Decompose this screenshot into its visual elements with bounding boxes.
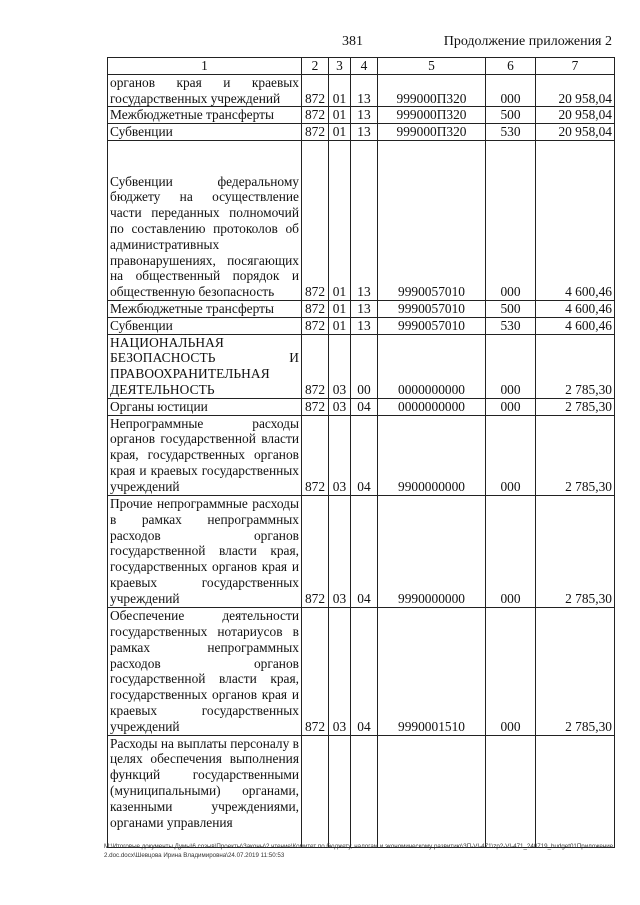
section-cell: 01: [329, 140, 351, 300]
row-name-cell: НАЦИОНАЛЬНАЯ БЕЗОПАСНОСТЬ И ПРАВООХРАНИТЕЛЬНАЯ ДЕЯТЕЛЬНОСТЬ: [108, 334, 302, 398]
expense-type-cell: 000: [486, 495, 536, 607]
row-name-cell: Обеспечение деятельности государственных нотариусов в рамках непрограммных расходов органов государственной власти края, государственных органов края и краевых государственных учреждений: [108, 607, 302, 735]
subsection-cell: 13: [351, 107, 378, 124]
target-article-cell: 9900000000: [378, 415, 486, 495]
target-article-cell: 999000П320: [378, 107, 486, 124]
subsection-cell: 13: [351, 74, 378, 107]
amount-cell: 2 785,30: [536, 334, 615, 398]
code-cell: 872: [302, 495, 329, 607]
column-header: 5: [378, 58, 486, 75]
expense-type-cell: 000: [486, 74, 536, 107]
table-row: [108, 74, 615, 107]
subsection-cell: 04: [351, 415, 378, 495]
target-article-cell: 9990057010: [378, 317, 486, 334]
code-cell: [302, 735, 329, 847]
table-row: [108, 124, 615, 141]
document-path-footer: M:\Итоговые документы Думы\6 созыв\Проекты\Законы\2 чтение\Комитет по бюджету, налогам и экономическому развитию\ЗП-VI-471\zp2-VI-471_240719_budget01Приложение 2.doc.docx\Шевцова Ирина Владимировна\24.07.2019 11:50:53: [104, 843, 614, 859]
table-row: [108, 607, 615, 735]
target-article-cell: 0000000000: [378, 398, 486, 415]
section-cell: 03: [329, 334, 351, 398]
section-cell: 03: [329, 398, 351, 415]
row-name-cell: Прочие непрограммные расходы в рамках непрограммных расходов органов государственной власти края, государственных органов края и краевых государственных учреждений: [108, 495, 302, 607]
section-cell: 01: [329, 300, 351, 317]
row-name-cell: Расходы на выплаты персоналу в целях обеспечения выполнения функций государственными (муниципальными) органами, казенными учреждениями, органами управления: [108, 735, 302, 847]
expense-type-cell: 000: [486, 334, 536, 398]
table-row: [108, 334, 615, 398]
section-cell: 01: [329, 107, 351, 124]
target-article-cell: 9990001510: [378, 607, 486, 735]
expense-type-cell: 530: [486, 124, 536, 141]
expense-type-cell: 000: [486, 398, 536, 415]
subsection-cell: 13: [351, 317, 378, 334]
code-cell: 872: [302, 317, 329, 334]
expense-type-cell: [486, 735, 536, 847]
expense-type-cell: 530: [486, 317, 536, 334]
amount-cell: 2 785,30: [536, 415, 615, 495]
row-name-cell: Субвенции: [108, 124, 302, 141]
section-cell: 01: [329, 317, 351, 334]
section-cell: [329, 735, 351, 847]
expense-type-cell: 000: [486, 607, 536, 735]
target-article-cell: 999000П320: [378, 124, 486, 141]
section-cell: 01: [329, 74, 351, 107]
table-row: [108, 735, 615, 847]
column-header: 4: [351, 58, 378, 75]
amount-cell: 20 958,04: [536, 107, 615, 124]
subsection-cell: 04: [351, 607, 378, 735]
target-article-cell: [378, 735, 486, 847]
code-cell: 872: [302, 74, 329, 107]
target-article-cell: 9990000000: [378, 495, 486, 607]
subsection-cell: 04: [351, 398, 378, 415]
row-name-cell: Межбюджетные трансферты: [108, 107, 302, 124]
continuation-label: Продолжение приложения 2: [443, 34, 612, 49]
subsection-cell: 04: [351, 495, 378, 607]
row-name-cell: Субвенции: [108, 317, 302, 334]
code-cell: 872: [302, 398, 329, 415]
section-cell: 03: [329, 495, 351, 607]
subsection-cell: 13: [351, 140, 378, 300]
section-cell: 03: [329, 415, 351, 495]
code-cell: 872: [302, 124, 329, 141]
row-name-cell: Органы юстиции: [108, 398, 302, 415]
row-name-cell: Межбюджетные трансферты: [108, 300, 302, 317]
row-name-cell: органов края и краевых государственных учреждений: [108, 74, 302, 107]
table-row: [108, 107, 615, 124]
amount-cell: 2 785,30: [536, 495, 615, 607]
target-article-cell: 0000000000: [378, 334, 486, 398]
target-article-cell: 9990057010: [378, 300, 486, 317]
column-header: 1: [108, 58, 302, 75]
subsection-cell: 13: [351, 124, 378, 141]
code-cell: 872: [302, 140, 329, 300]
table-row: [108, 317, 615, 334]
subsection-cell: 00: [351, 334, 378, 398]
amount-cell: 4 600,46: [536, 140, 615, 300]
amount-cell: 4 600,46: [536, 317, 615, 334]
code-cell: 872: [302, 107, 329, 124]
subsection-cell: 13: [351, 300, 378, 317]
table-header-row: [108, 58, 615, 75]
code-cell: 872: [302, 300, 329, 317]
subsection-cell: [351, 735, 378, 847]
expense-type-cell: 500: [486, 107, 536, 124]
table-row: [108, 398, 615, 415]
table-row: [108, 415, 615, 495]
expense-type-cell: 000: [486, 140, 536, 300]
code-cell: 872: [302, 607, 329, 735]
table-row: [108, 140, 615, 300]
column-header: 2: [302, 58, 329, 75]
code-cell: 872: [302, 415, 329, 495]
target-article-cell: 999000П320: [378, 74, 486, 107]
code-cell: 872: [302, 334, 329, 398]
table-row: [108, 495, 615, 607]
column-header: 6: [486, 58, 536, 75]
section-cell: 03: [329, 607, 351, 735]
amount-cell: 2 785,30: [536, 607, 615, 735]
page-number: 381: [342, 34, 363, 49]
amount-cell: 20 958,04: [536, 124, 615, 141]
budget-table: [107, 57, 615, 848]
row-name-cell: Субвенции федеральному бюджету на осуществление части переданных полномочий по составлению протоколов об административных правонарушениях, посягающих на общественный порядок и общественную безопасность: [108, 140, 302, 300]
amount-cell: 20 958,04: [536, 74, 615, 107]
amount-cell: [536, 735, 615, 847]
row-name-cell: Непрограммные расходы органов государственной власти края, государственных органов края и краевых государственных учреждений: [108, 415, 302, 495]
target-article-cell: 9990057010: [378, 140, 486, 300]
section-cell: 01: [329, 124, 351, 141]
expense-type-cell: 500: [486, 300, 536, 317]
amount-cell: 2 785,30: [536, 398, 615, 415]
expense-type-cell: 000: [486, 415, 536, 495]
column-header: 3: [329, 58, 351, 75]
table-row: [108, 300, 615, 317]
column-header: 7: [536, 58, 615, 75]
amount-cell: 4 600,46: [536, 300, 615, 317]
